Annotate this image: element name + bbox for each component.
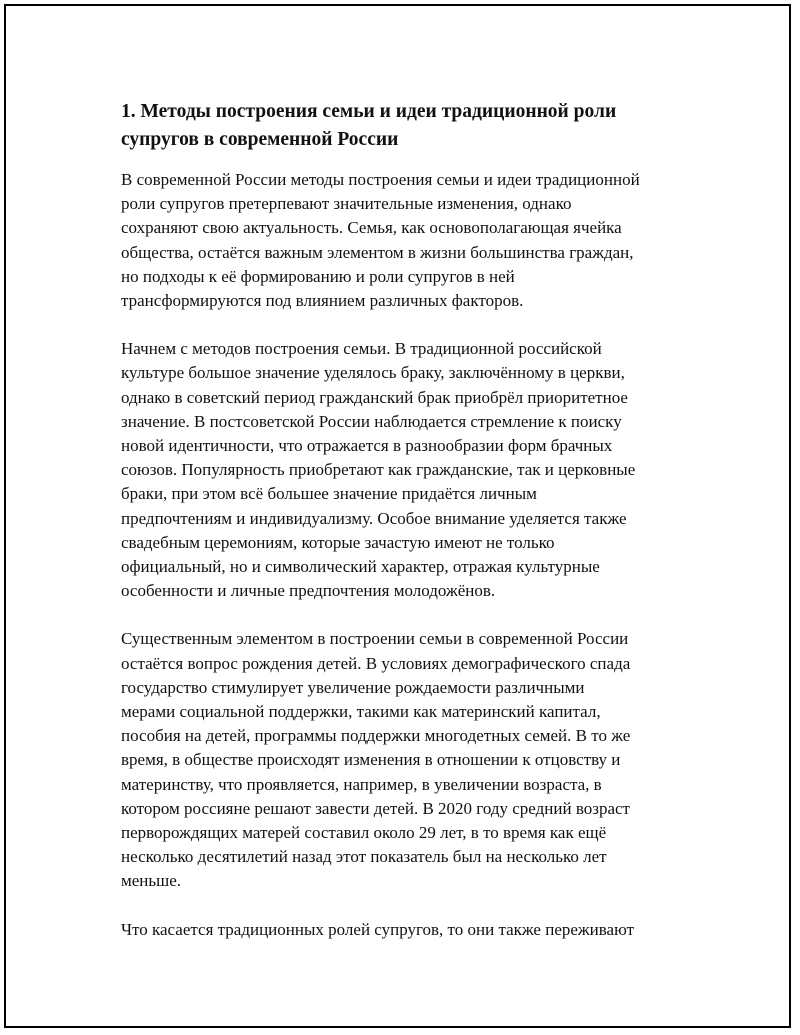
paragraph-4: Что касается традиционных ролей супругов, то они также переживают (121, 919, 635, 939)
paragraph-2: Начнем с методов построения семьи. В традиционной российской культуре большое значение уделялось браку, заключённому в церкви, однако в советский период гражданский брак приобрёл приоритетное значение. В постсоветской России наблюдается стремление к поиску новой идентичности, что отражается в разнообразии форм брачных союзов. Популярность приобретают как гражданские, так и церковные браки, при этом всё большее значение придаётся личным предпочтениям и индивидуализму. Особое внимание уделяется также свадебным церемониям, которые зачастую имеют не только официальный, но и символический характер, отражая культурные особенности и личные предпочтения молодожёнов. (121, 339, 636, 601)
document-content (121, 98, 691, 966)
paragraph-3: Существенным элементом в построении семьи в современной России остаётся вопрос рождения детей. В условиях демографического спада государство стимулирует увеличение рождаемости различными мерами социальной поддержки, такими как материнский капитал, пособия на детей, программы поддержки многодетных семей. В то же время, в обществе происходят изменения в отношении к отцовству и материнству, что проявляется, например, в увеличении возраста, в котором россияне решают завести детей. В 2020 году средний возраст перворождящих матерей составил около 29 лет, в то время как ещё несколько десятилетий назад этот показатель был на несколько лет меньше. (121, 629, 631, 891)
document-page (4, 4, 791, 1028)
section-heading: 1. Методы построения семьи и идеи традиционной роли супругов в современной России (121, 101, 617, 150)
paragraph-1: В современной России методы построения семьи и идеи традиционной роли супругов претерпевают значительные изменения, однако сохраняют свою актуальность. Семья, как основополагающая ячейка общества, остаётся важным элементом в жизни большинства граждан, но подходы к её формированию и роли супругов в ней трансформируются под влиянием различных факторов. (121, 170, 640, 311)
